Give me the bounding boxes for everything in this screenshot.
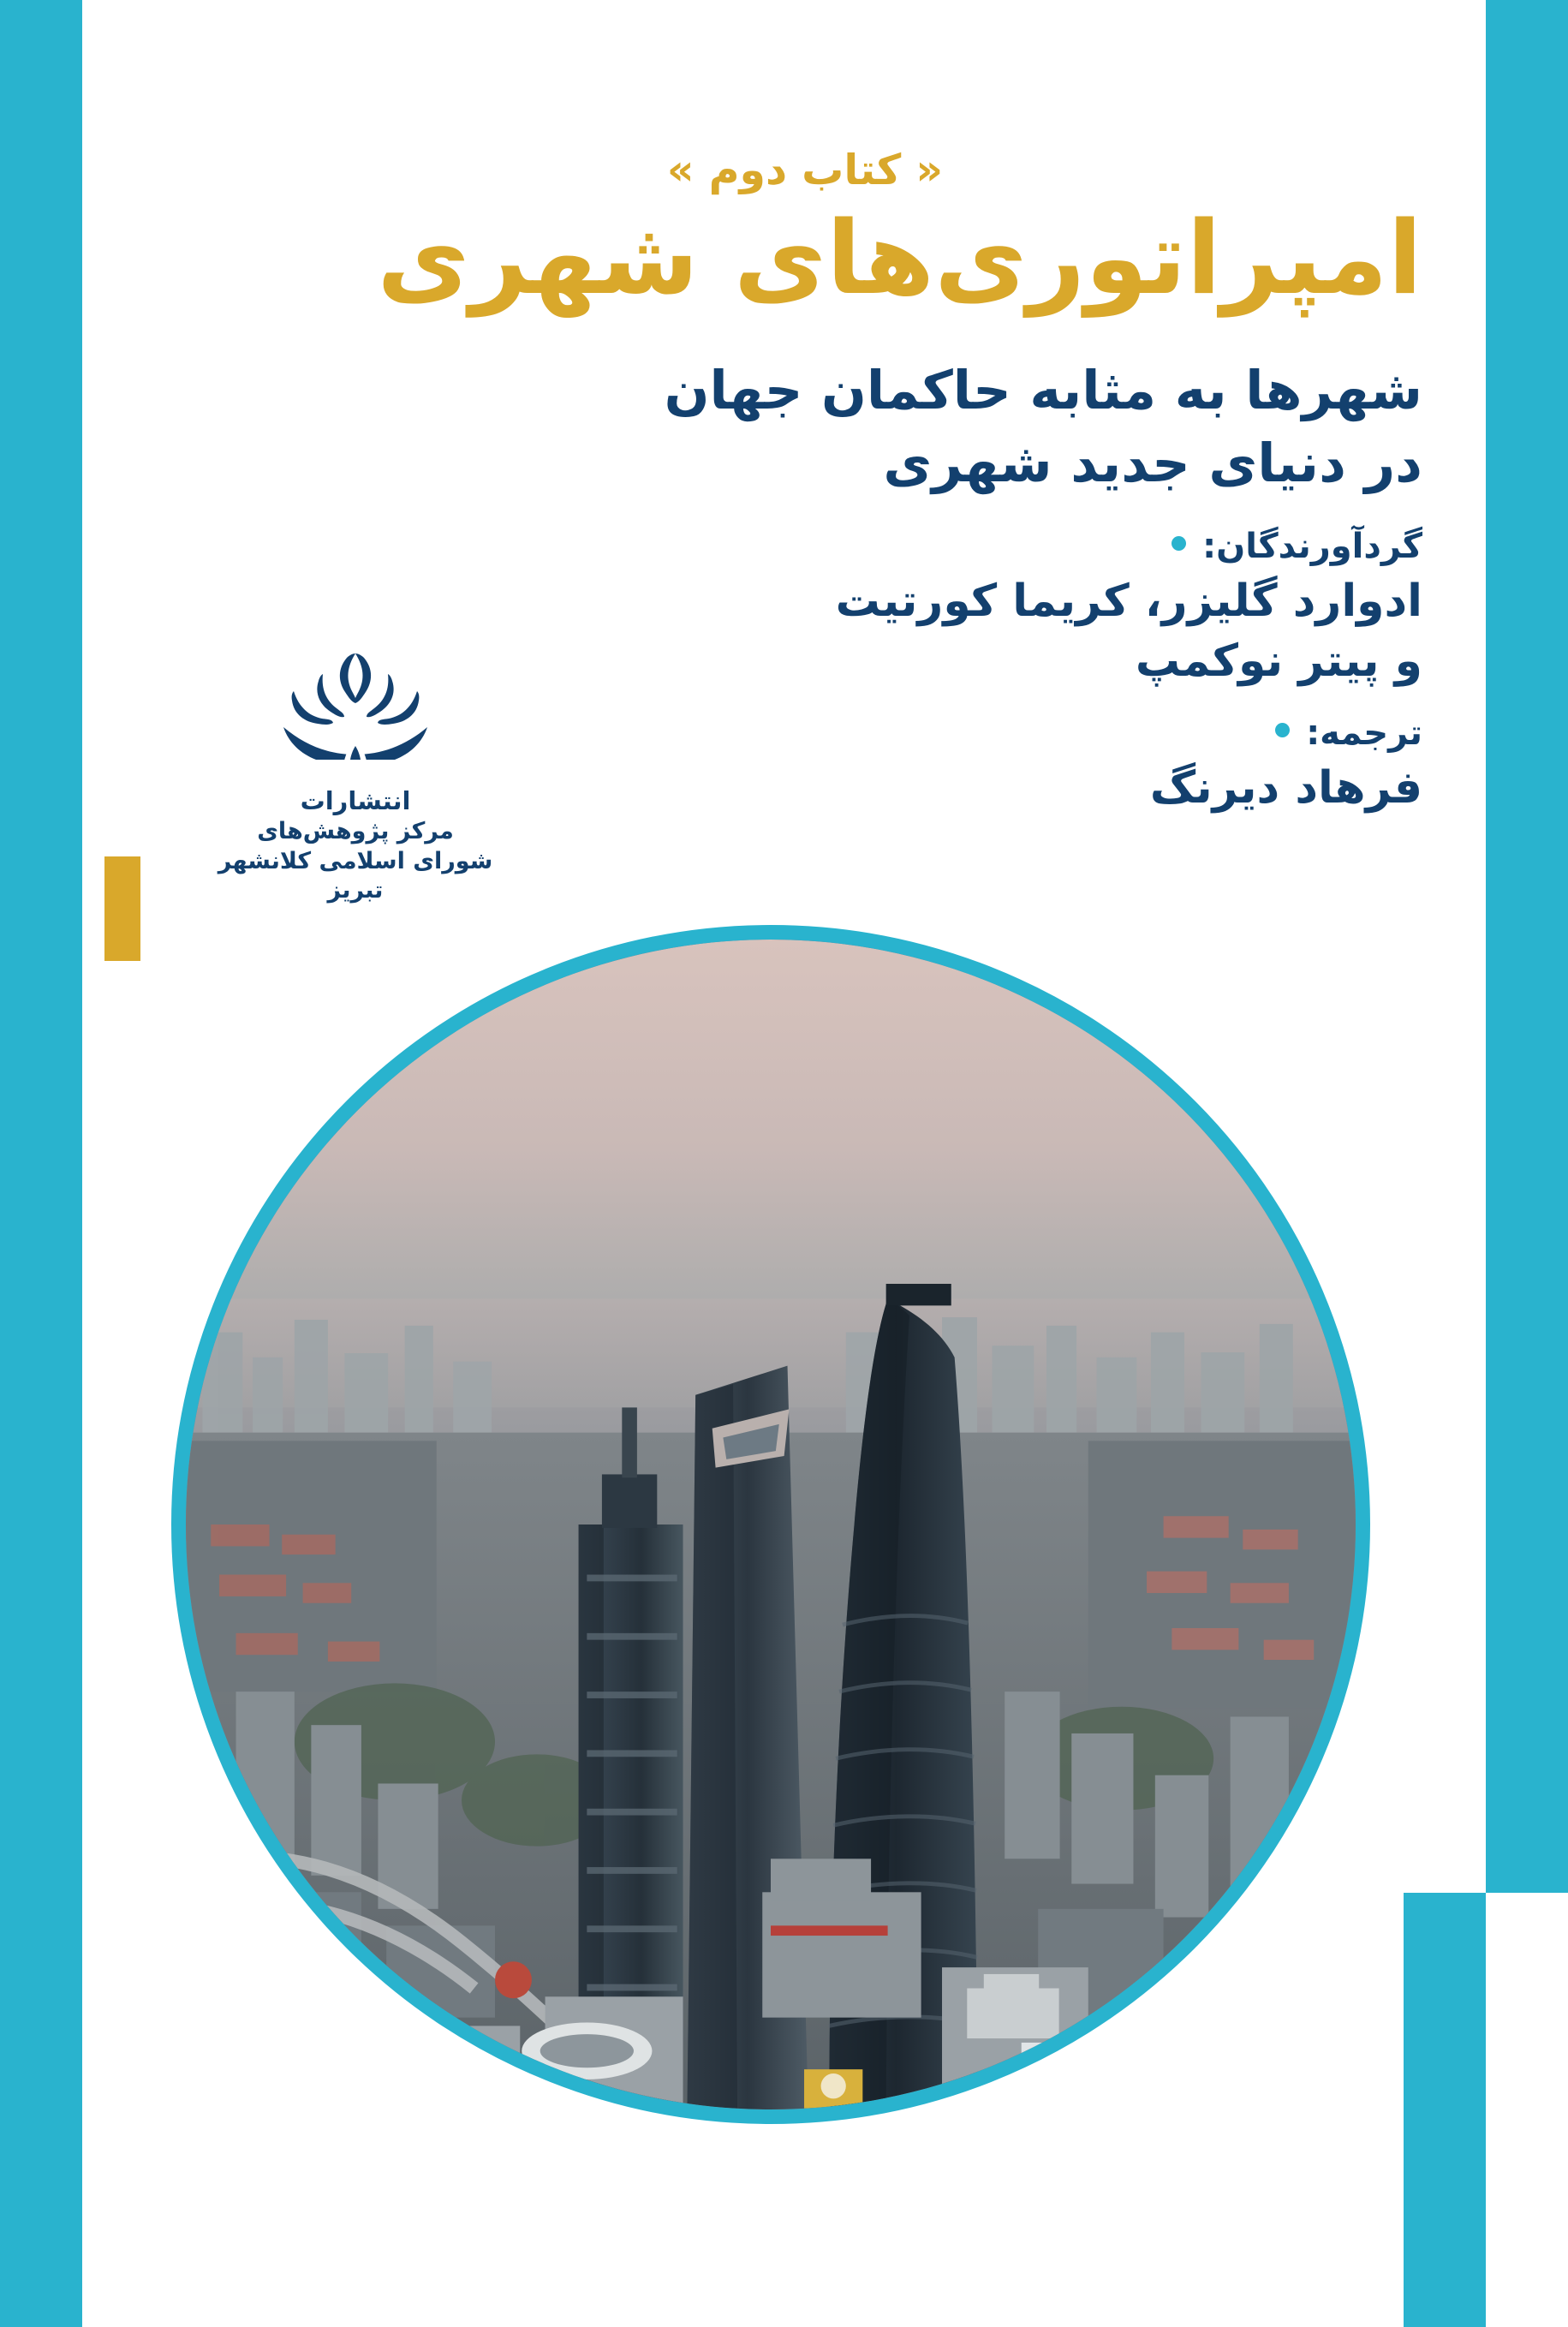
credit-value-translator [823, 758, 1422, 818]
book-kicker: « کتاب دوم » [666, 146, 943, 194]
decorative-step-right-teal [1404, 1893, 1486, 2327]
credit-label-row [823, 713, 1422, 753]
publisher-line-2: مرکز پژوهش‌های [257, 818, 454, 845]
publisher-line-1: انتشارات [300, 786, 411, 815]
translator-line-1: فرهاد دیرنگ [1149, 762, 1422, 814]
bullet-dot-icon [1172, 536, 1186, 551]
book-subtitle [318, 354, 1422, 500]
cover-photo [171, 925, 1370, 2124]
credit-label-translator: ترجمه: [1306, 713, 1422, 754]
credit-label-editors: گردآورندگان: [1202, 527, 1422, 566]
book-subtitle-line-1: شهرها به مثابه حاکمان جهان [664, 358, 1422, 421]
decorative-notch-left [82, 0, 118, 865]
decorative-bar-bottom-left-teal [0, 940, 82, 2327]
editors-line-1: ادوارد گلیزر، کریما کورتیت [835, 576, 1422, 627]
book-subtitle-line-2: در دنیای جدید شهری [883, 432, 1422, 495]
decorative-step-right-white [1486, 1893, 1568, 2327]
bullet-dot-icon [1275, 723, 1290, 737]
credits-block [823, 527, 1422, 841]
publisher-line-3: شورای اسلامی کلانشهر تبریز [218, 847, 493, 904]
decorative-bar-left-gold [104, 856, 140, 961]
title-block [318, 146, 1422, 500]
publisher-block [210, 638, 501, 906]
cover-photo-image [186, 940, 1356, 2109]
decorative-bar-left-teal [0, 0, 82, 951]
page-title: امپراتوری‌های شهری [377, 199, 1422, 317]
decorative-bar-right-teal [1486, 0, 1568, 1893]
credit-label-row [823, 527, 1422, 566]
publisher-name [210, 785, 501, 906]
credit-group-editors [823, 527, 1422, 691]
credit-group-translator [823, 713, 1422, 818]
editors-line-2: و پیتر نوکمپ [1135, 635, 1422, 688]
publisher-logo-icon [244, 638, 467, 784]
credit-value-editors [823, 571, 1422, 691]
